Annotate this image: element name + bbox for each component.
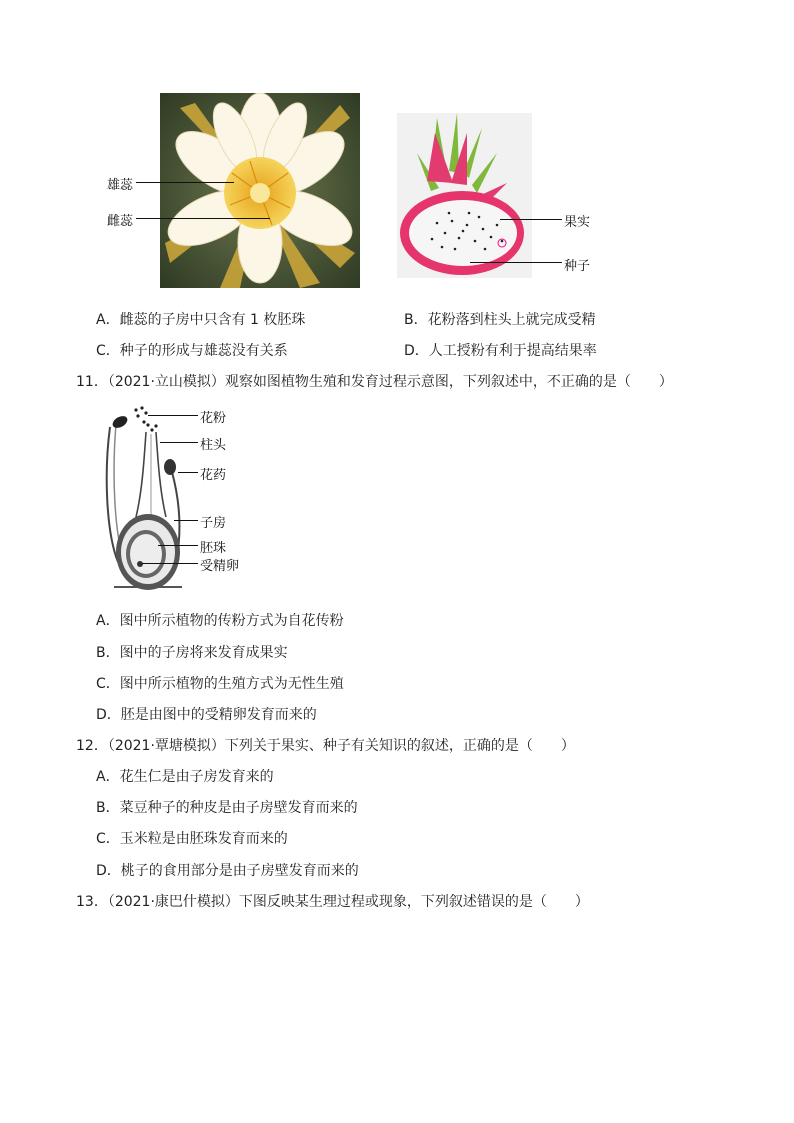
stigma-label: 柱头 [200,438,227,453]
dragon-fruit-photo [397,113,532,278]
flower-illustration [160,93,360,288]
flower-photo [160,93,360,288]
q10-option-c: C．种子的形成与雄蕊没有关系 [96,343,288,359]
stamen-pointer [136,182,234,183]
q12-option-d: D．桃子的食用部分是由子房壁发育而来的 [96,863,359,879]
anther-label: 花药 [200,468,227,483]
q11-option-a: A．图中所示植物的传粉方式为自花传粉 [96,613,344,629]
q10-option-b: B．花粉落到柱头上就完成受精 [404,312,596,328]
ovule-pointer [158,545,198,546]
q13-stem: 13．（2021·康巴什模拟）下图反映某生理过程或现象，下列叙述错误的是（ ） [76,894,589,910]
dragon-fruit-illustration [397,113,532,278]
q11-option-b: B．图中的子房将来发育成果实 [96,645,288,661]
seed-pointer [470,262,562,263]
q10-option-d: D．人工授粉有利于提高结果率 [404,343,597,359]
q12-option-c: C．玉米粒是由胚珠发育而来的 [96,831,288,847]
stigma-pointer [160,442,198,443]
q12-stem: 12．（2021·覃塘模拟）下列关于果实、种子有关知识的叙述，正确的是（ ） [76,738,575,754]
q12-option-a: A．花生仁是由子房发育来的 [96,769,274,785]
pollen-label: 花粉 [200,411,227,426]
q10-option-a: A．雌蕊的子房中只含有 1 枚胚珠 [96,312,306,328]
fruit-pointer [500,219,562,220]
zygote-pointer [142,563,198,564]
pistil-label: 雌蕊 [107,214,134,229]
pollen-pointer [148,415,198,416]
q11-stem: 11．（2021·立山模拟）观察如图植物生殖和发育过程示意图，下列叙述中，不正确的是（ ） [76,374,673,390]
q11-option-d: D．胚是由图中的受精卵发育而来的 [96,707,317,723]
zygote-label: 受精卵 [200,559,240,574]
seed-label: 种子 [564,259,591,274]
pistil-pointer [136,218,270,219]
q12-option-b: B．菜豆种子的种皮是由子房壁发育而来的 [96,800,358,816]
fruit-label: 果实 [564,215,591,230]
ovary-label: 子房 [200,516,227,531]
stamen-label: 雄蕊 [107,178,134,193]
ovary-pointer [174,520,198,521]
ovule-label: 胚珠 [200,541,227,556]
anther-pointer [178,472,198,473]
q11-option-c: C．图中所示植物的生殖方式为无性生殖 [96,676,344,692]
